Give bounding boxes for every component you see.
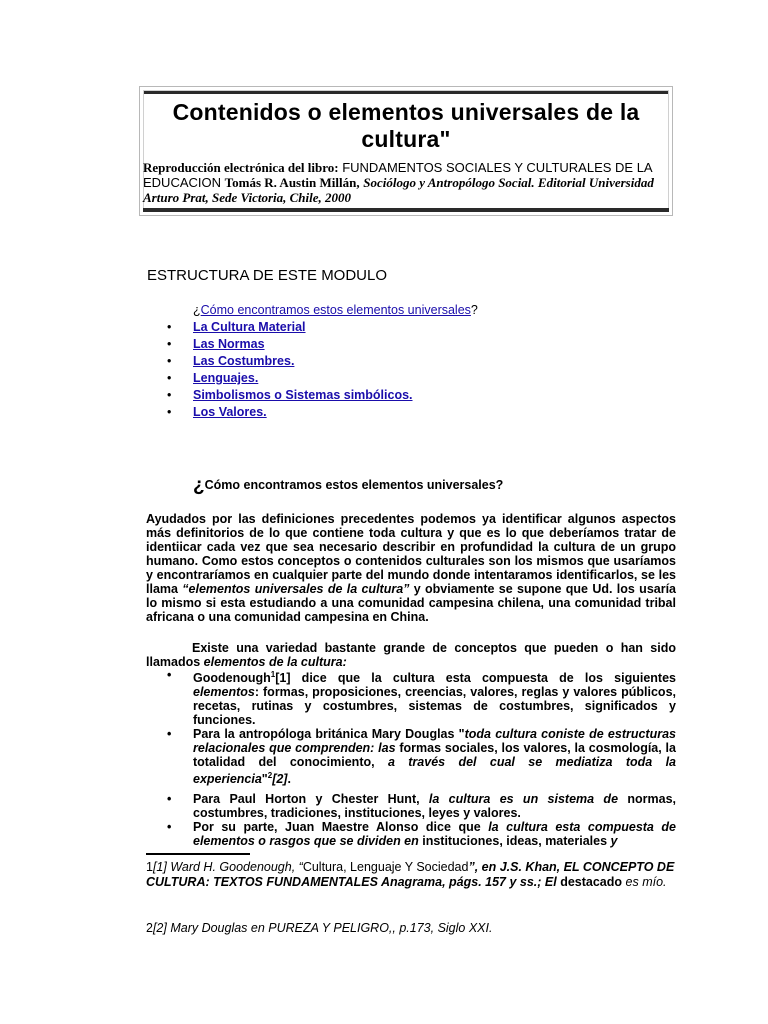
b2-c: formas sociales, los valores, la cosmología, la totalidad del conocimiento,: [193, 741, 676, 770]
fn1-b: Cultura, Lenguaje Y Sociedad: [302, 860, 469, 874]
toc-question-prefix: ¿: [193, 303, 201, 317]
footnote-1: [146, 860, 678, 890]
footnote-ref-2[interactable]: 2: [267, 771, 273, 781]
fn1-e: es mío.: [622, 875, 667, 889]
b1-c: elementos: [193, 685, 255, 700]
fn1-a: [1] Ward H. Goodenough, “: [152, 860, 303, 874]
fn1-c: ”, en J.S. Khan, EL CONCEPTO DE CULTURA: TEXTOS FUNDAMENTALES Anagrama, págs. 157 y ss.; El: [146, 860, 675, 889]
toc-item: [167, 370, 413, 387]
b4-b: la cultura esta compuesta de elementos o rasgos que se dividen en: [193, 820, 676, 848]
header-bottom-rule: [143, 208, 669, 212]
footnote-separator: [146, 853, 250, 855]
para1-text-a: Ayudados por las definiciones precedentes podemos ya identificar algunos aspectos más definitorios de lo que contiene toda cultura y que es lo que deberíamos tratar de identiicar cada vez que sea necesario describir en profundidad la cultura de un grupo humano. Como estos conceptos o contenidos culturales son los mismos que usaríamos y encontraríamos en cualquier parte del mundo donde intentaramos identificarlos, se les llama: [146, 512, 676, 596]
toc-item: [167, 336, 413, 353]
b2-d: a través del cual se mediatiza toda la experiencia: [193, 755, 676, 787]
bullet-icon: •: [167, 405, 172, 419]
footnote-2: [146, 921, 678, 936]
bullet-icon: •: [167, 354, 172, 368]
definitions-list-b: [167, 792, 676, 848]
bullet-icon: •: [167, 371, 172, 385]
list-item-goodenough: [167, 668, 676, 727]
paragraph-variety: [146, 641, 676, 669]
bullet-icon: •: [167, 320, 172, 334]
repro-label: Reproducción electrónica del libro:: [143, 160, 339, 175]
question-mark: ¿: [193, 475, 205, 496]
b1-a: Goodenough: [193, 671, 271, 686]
toc-link-simbolismos[interactable]: Simbolismos o Sistemas simbólicos.: [193, 388, 413, 402]
b3-c: normas, costumbres, tradiciones, instituciones, leyes y valores.: [193, 792, 676, 820]
b3-b: la cultura es un sistema de: [428, 792, 619, 806]
bullet-icon: •: [167, 668, 172, 682]
section-heading-text: Cómo encontramos estos elementos universales?: [204, 478, 504, 492]
toc-link-lenguajes[interactable]: Lenguajes.: [193, 371, 259, 385]
bullet-icon: •: [167, 388, 172, 402]
b1-b: [1] dice que la cultura esta compuesta de los siguientes: [275, 671, 676, 686]
toc-link-question[interactable]: Cómo encontramos estos elementos universales: [200, 303, 471, 317]
toc-item: [167, 387, 413, 404]
toc-item: [167, 319, 413, 336]
list-item-horton-hunt: [167, 792, 676, 820]
toc-list: [167, 319, 413, 421]
toc-link-costumbres[interactable]: Las Costumbres.: [193, 354, 295, 368]
toc-link-normas[interactable]: Las Normas: [193, 337, 265, 351]
header-box: [139, 86, 673, 216]
b4-d: y: [610, 834, 618, 848]
para1-text-c: y obviamente se supone que Ud. los usaría lo mismo si esta estudiando a una comunidad campesina chilena, una comunidad tribal africana o una comunidad campesina en China.: [146, 582, 677, 624]
bullet-icon: •: [167, 337, 172, 351]
fn1-d: destacado: [560, 875, 623, 889]
toc-item: [167, 353, 413, 370]
b2-f: [2]: [272, 772, 288, 787]
section-heading: [193, 475, 503, 497]
b3-a: Para Paul Horton y Chester Hunt,: [193, 792, 429, 806]
b2-a: Para la antropóloga británica Mary Douglas ": [193, 727, 465, 742]
para2-emphasis: elementos de la cultura:: [203, 655, 347, 669]
b1-d: : formas, proposiciones, creencias, valores, reglas y valores públicos, recetas, rutinas y costumbres, sistemas de costumbres, significados y funciones.: [193, 685, 676, 728]
footnote-ref-1[interactable]: 1: [270, 670, 276, 679]
author-name: Tomás R. Austin Millán,: [224, 175, 360, 190]
list-item-douglas: [167, 727, 676, 786]
definitions-list-a: [167, 668, 676, 786]
b2-b: toda cultura coniste de estructuras relacionales que comprenden: las: [193, 727, 676, 756]
para2-text: Existe una variedad bastante grande de conceptos que pueden o han sido llamados: [146, 641, 676, 669]
book-title: FUNDAMENTOS SOCIALES Y CULTURALES DE LA EDUCACION: [143, 160, 652, 190]
b2-e: ": [261, 772, 268, 787]
footnote-number: 1: [146, 860, 153, 874]
toc-question-suffix: ?: [470, 303, 478, 317]
toc-link-cultura-material[interactable]: La Cultura Material: [193, 320, 306, 334]
toc-item: [167, 404, 413, 421]
document-title: Contenidos o elementos universales de la cultura": [172, 99, 640, 152]
footnote-number: 2: [146, 921, 153, 935]
bullet-icon: •: [167, 792, 172, 806]
paragraph-intro: [146, 512, 676, 624]
structure-heading: ESTRUCTURA DE ESTE MODULO: [147, 267, 388, 284]
para1-emphasis: “elementos universales de la cultura”: [182, 582, 410, 596]
toc-link-valores[interactable]: Los Valores.: [193, 405, 267, 419]
list-item-maestre-alonso: [167, 820, 676, 848]
b4-c: instituciones, ideas, materiales: [418, 834, 611, 848]
bullet-icon: •: [167, 820, 172, 834]
author-description: Sociólogo y Antropólogo Social. Editorial Universidad Arturo Prat, Sede Victoria, Chile, 2000: [143, 175, 654, 205]
toc-question: [193, 303, 478, 317]
b4-a: Por su parte, Juan Maestre Alonso dice que: [193, 820, 489, 834]
b2-g: .: [287, 772, 291, 787]
bullet-icon: •: [167, 727, 172, 742]
fn2-a: [2] Mary Douglas en PUREZA Y PELIGRO,, p.173, Siglo XXI.: [152, 921, 493, 935]
reproduction-note: [143, 160, 658, 205]
